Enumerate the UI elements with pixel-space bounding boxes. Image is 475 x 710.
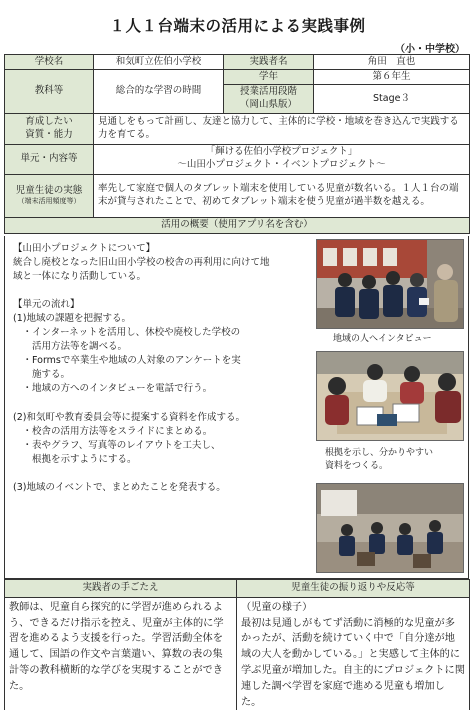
status-label: 児童生徒の実態 [15,184,83,196]
overview-line [13,397,313,411]
stage-label: 授業活用段階 （岡山県版） [224,85,314,114]
status-label-cell [5,174,94,217]
overview-line: ・地域の方へのインタビューを電話で行う。 [13,383,213,395]
subject-value: 総合的な学習の時間 [94,70,224,114]
person-label: 実践者名 [224,55,314,70]
overview-line: (1)地域の課題を把握する。 [13,313,131,325]
interview-photo [316,239,464,329]
grade-value: 第６年生 [314,70,470,85]
person-value: 角田 直也 [314,55,470,70]
photo-caption-interview: 地域の人へインタビュー [333,334,432,344]
presentation-photo-image [317,484,464,573]
overview-line: 【単元の流れ】 [13,299,80,311]
presentation-photo [316,483,464,573]
student-reaction-cell [237,597,470,710]
overview-line: ・表やグラフ、写真等のレイアウトを工夫し、 根拠を示すようにする。 [22,439,221,465]
overview-line: (2)和気町や教育委員会等に提案する資料を作成する。 [13,411,245,423]
overview-line [13,284,313,298]
overview-line: ・Formsで卒業生や地域の人対象のアンケートを実 施する。 [22,355,241,381]
subject-label: 教科等 [5,70,94,114]
student-reaction-subheader: （児童の様子） [241,601,313,613]
unit-value: 「輝ける佐伯小学校プロジェクト」 ～山田小プロジェクト・イベントプロジェクト～ [94,144,470,174]
overview-line: (3)地域のイベントで、まとめたことを発表する。 [13,481,226,493]
overview-header: 活用の概要（使用アプリ名を含む） [5,217,470,233]
school-label: 学校名 [5,55,94,70]
student-reaction-header: 児童生徒の振り返りや反応等 [237,580,470,598]
school-level-label: （小・中学校） [395,44,465,55]
overview-line: ・インターネットを活用し、休校や廃校した学校の 活用方法等を調べる。 [22,327,241,353]
school-value: 和気町立佐伯小学校 [94,55,224,70]
overview-section [4,236,469,579]
stage-value: Stage３ [314,85,470,114]
overview-line: 【山田小プロジェクトについて】 [13,243,156,254]
materials-photo-image [317,352,464,441]
grade-label: 学年 [224,70,314,85]
student-reaction-text: 最初は見通しがもてず活動に消極的な児童が多かったが、活動を続けていく中で「自分達が地域の大人を動かしている。」と実感して主体的に学ぶ児童が増加した。自主的にプロジェクトに関連した調べ学習を家庭で進める児童も増加した。 [241,617,465,708]
ability-value: 見通しをもって計画し、友達と協力して、主体的に学校・地域を巻き込んで実践する力を育てる。 [94,114,470,145]
unit-label: 単元・内容等 [5,144,94,174]
overview-line: ・校舎の活用方法等をスライドにまとめる。 [13,425,213,437]
ability-label: 育成したい 資質・能力 [5,114,94,145]
status-value: 率先して家庭で個人のタブレット端末を使用している児童が数名いる。１人１台の端末が貸与されたことで、初めてタブレット端末を使う児童が過半数を越える。 [94,174,470,217]
info-table [4,54,470,234]
interview-photo-image [317,240,464,329]
photo-caption-materials: 根拠を示し、分かりやすい 資料をつくる。 [325,448,434,471]
teacher-feedback-text: 教師は、児童自ら探究的に学習が進められるよう、できるだけ指示を控え、児童が主体的に学習を進めるよう支援を行った。学習活動全体を通して、国語の作文や言葉遣い、算数の表の集計等の教科横断的な学びを実現することができた。 [5,597,237,710]
overview-line [13,467,313,481]
overview-text [13,242,313,495]
reflection-table [4,579,470,710]
page-title: １人１台端末の活用による実践事例 [109,17,366,35]
teacher-feedback-header: 実践者の手ごたえ [5,580,237,598]
overview-line: 統合し廃校となった旧山田小学校の校舎の再利用に向けて地 域と一体になり活動している。 [13,257,270,283]
status-sublabel: （端末活用頻度等） [17,197,81,206]
materials-photo [316,351,464,441]
